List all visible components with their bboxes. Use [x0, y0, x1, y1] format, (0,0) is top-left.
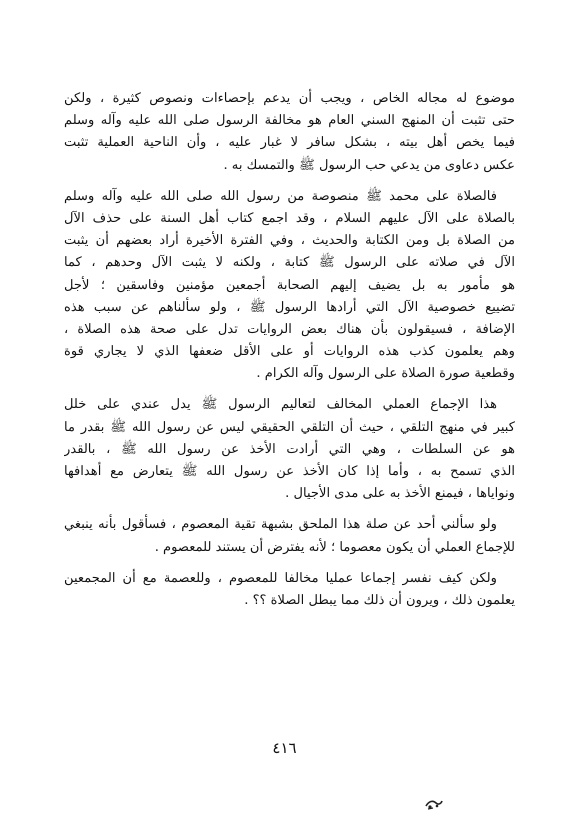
text-line: فالصلاة على محمد ﷺ منصوصة من رسول الله صلى الله عليه وآله وسلم — [64, 188, 497, 204]
text-line: للإجماع العملي أن يكون معصوما ؛ لأنه يفترض أن يستند للمعصوم . — [154, 539, 515, 555]
text-line: عكس دعاوى من يدعي حب الرسول ﷺ والتمسك به . — [223, 157, 515, 173]
text-line: وهم يعلمون كذب هذه الروايات أو على الأقل ضعفها الذي لا يجاري قوة — [64, 344, 515, 360]
text-line: وقطعية صورة الصلاة على الرسول وآله الكرام . — [256, 366, 515, 382]
text-line: هو عن السلطات ، وهي التي أرادت الأخذ عن رسول الله ﷺ ، بالقدر — [64, 441, 515, 457]
ornament-icon — [424, 797, 444, 811]
text-line: حتى تثبت أن المنهج السني العام هو مخالفة الرسول صلى الله عليه وآله وسلم — [64, 113, 515, 129]
text-line: فيما يخص أهل بيته ، بشكل سافر لا غبار عليه ، وأن الناحية العملية تثبت — [64, 135, 515, 151]
text-line: كبير في منهج التلقي ، حيث أن التلقي الحقيقي ليس عن رسول الله ﷺ بقدر ما — [64, 419, 515, 435]
text-line: من الصلاة بل ومن الكتابة والحديث ، وفي الفترة الأخيرة أراد بعضهم أن يثبت — [64, 233, 515, 249]
text-line: الآل في صلاته على الرسول ﷺ كتابة ، ولكنه لا يثبت الآل وحدهم ، كما — [64, 255, 515, 271]
text-line: الذي تسمح به ، وأما إذا كان الأخذ عن رسول الله ﷺ يتعارض مع أهدافها — [64, 464, 515, 479]
text-line: ولكن كيف نفسر إجماعا عمليا مخالفا للمعصوم ، وللعصمة مع أن المجمعين — [64, 570, 497, 586]
text-line: ولو سألني أحد عن صلة هذا الملحق بشبهة تقية المعصوم ، فسأقول بأنه ينبغي — [64, 517, 497, 533]
text-line: بالصلاة على الآل عليهم السلام ، وقد اجمع كتاب أهل السنة على حذف الآل — [64, 210, 515, 226]
text-line: يعلمون ذلك ، ويرون أن ذلك مما يبطل الصلاة ؟؟ . — [244, 592, 515, 608]
text-line: هذا الإجماع العملي المخالف لتعاليم الرسول ﷺ يدل عندي على خلل — [64, 397, 497, 413]
text-line: ونواياها ، فيمنع الأخذ به على مدى الأجيال . — [285, 486, 515, 502]
page-number: ٤١٦ — [272, 739, 297, 757]
body-text — [64, 88, 515, 612]
text-line: هو مأمور به بل يضيف إليهم الصحابة أجمعين مؤمنين وفاسقين ؛ لأجل — [64, 277, 515, 293]
text-line: تضييع خصوصية الآل التي أرادها الرسول ﷺ ، ولو سألناهم عن سبب هذه — [64, 299, 515, 315]
text-line: الإضافة ، فسيقولون بأن هناك بعض الروايات تدل على صحة هذه الصلاة ، — [64, 321, 515, 337]
text-line: موضوع له مجاله الخاص ، ويجب أن يدعم بإحصاءات ونصوص كثيرة ، ولكن — [64, 91, 515, 106]
